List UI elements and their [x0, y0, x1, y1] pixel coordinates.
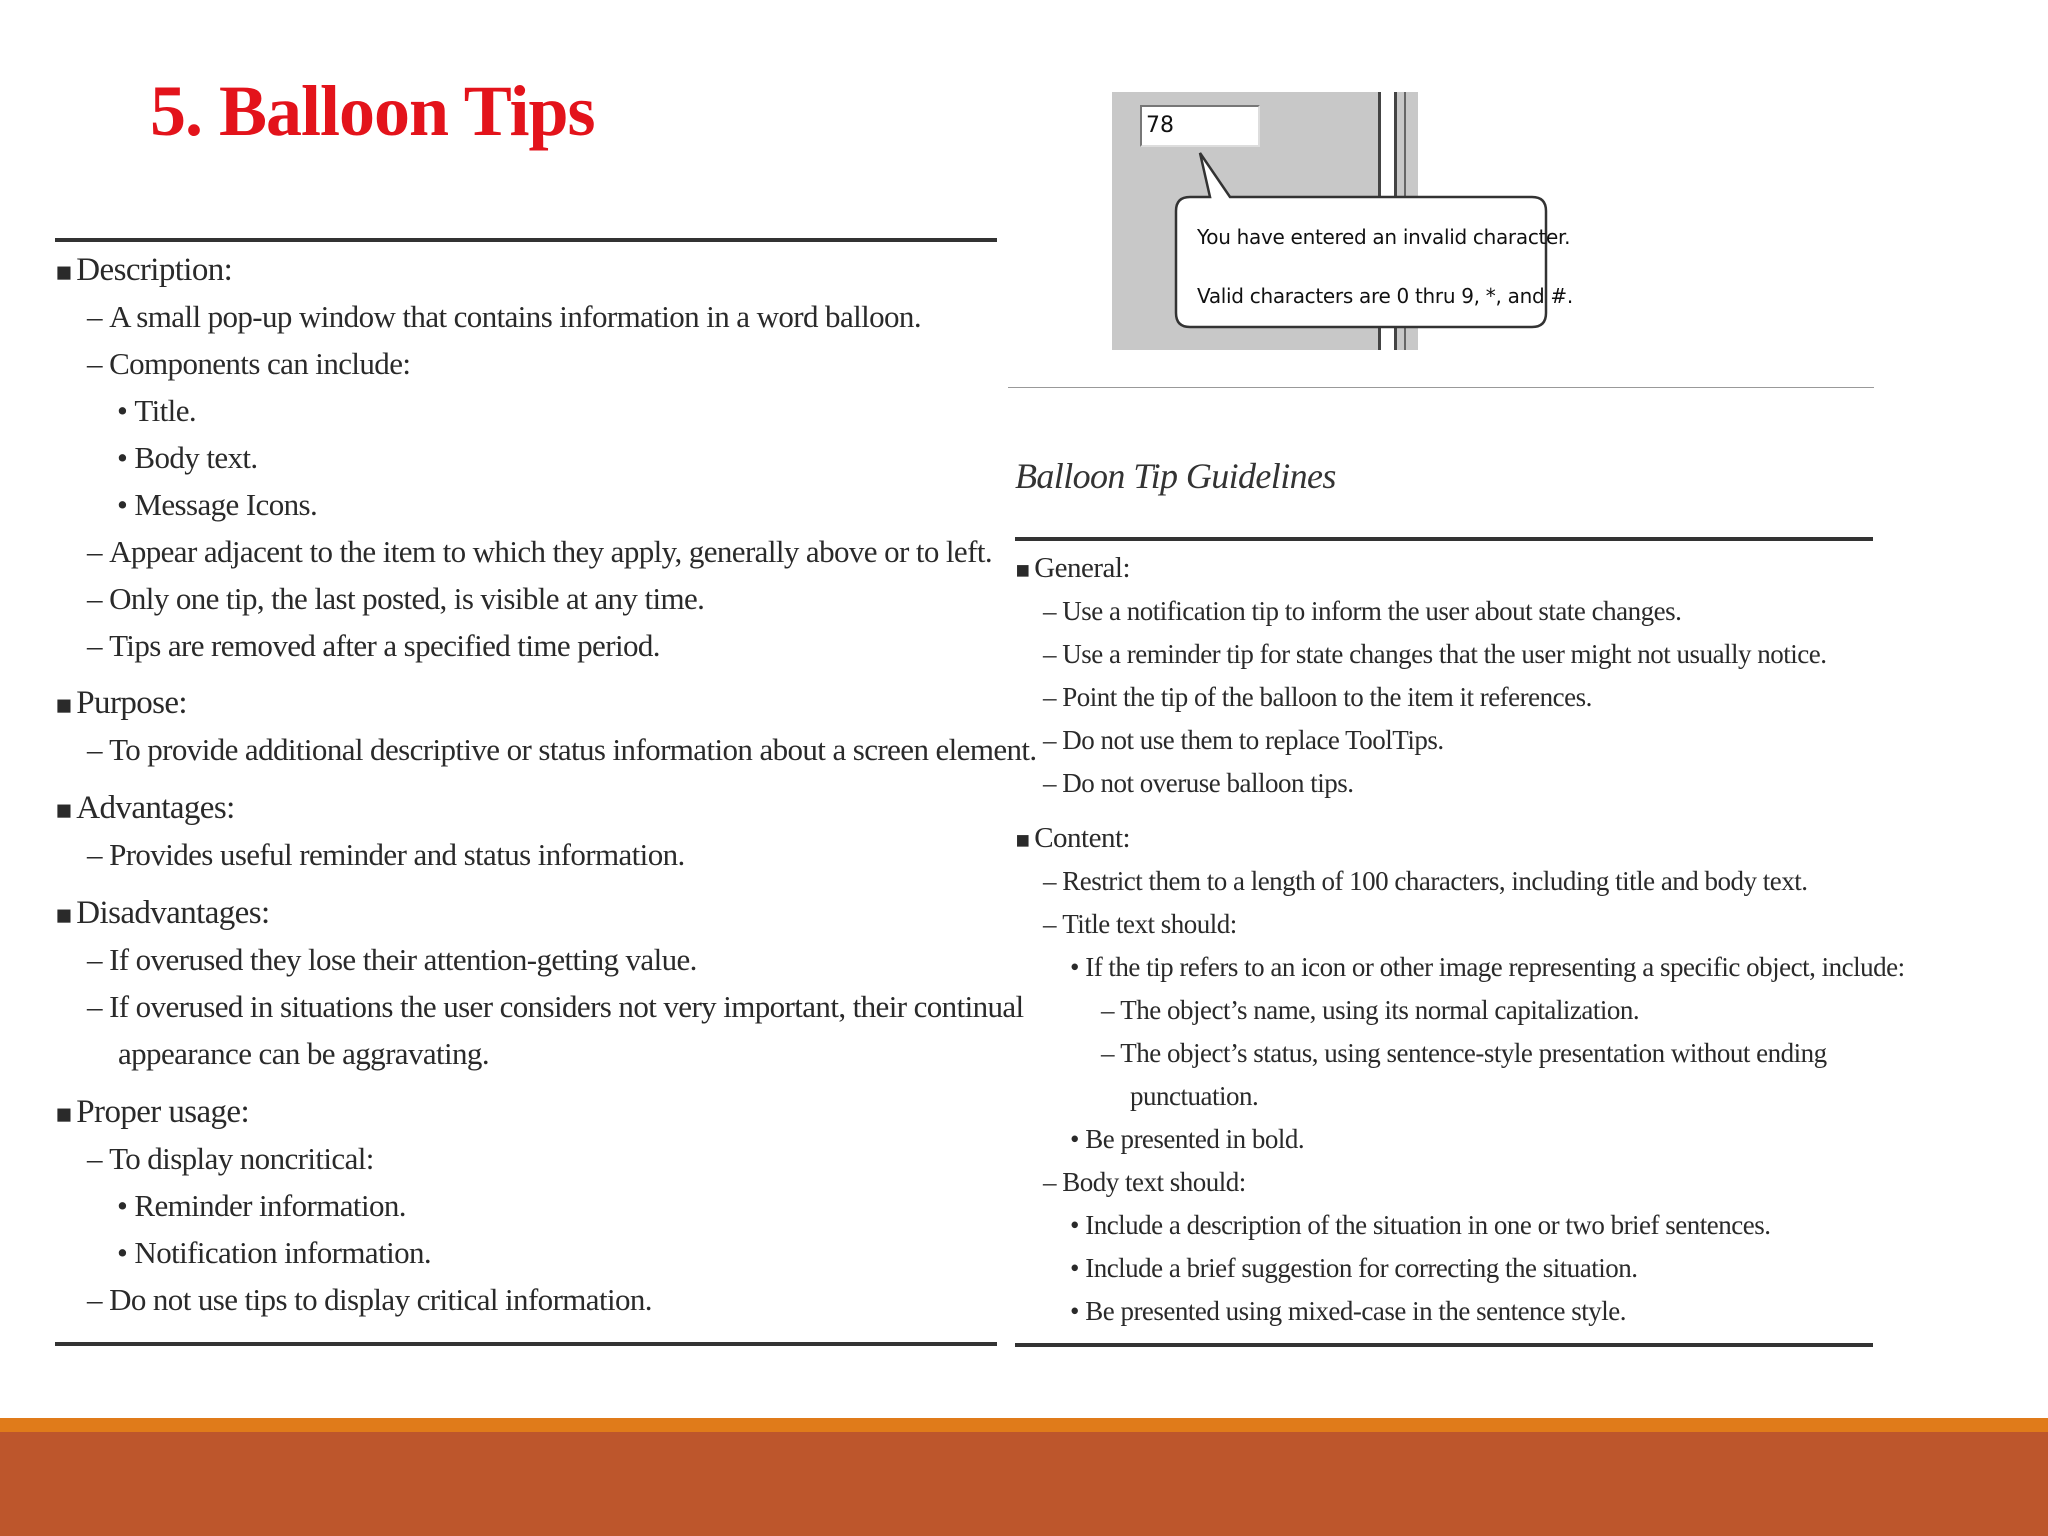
list-item: – Appear adjacent to the item to which they apply, generally above or to left.: [87, 534, 992, 570]
left-bottom-rule: [55, 1342, 997, 1346]
list-item: • Include a brief suggestion for correcting the situation.: [1070, 1253, 1638, 1284]
right-column-list: [1015, 552, 2025, 1342]
right-bottom-rule: [1015, 1343, 1873, 1347]
list-item: – Do not use tips to display critical information.: [87, 1282, 652, 1318]
balloon-tip-line-1: You have entered an invalid character.: [1197, 225, 1571, 249]
list-item: – Tips are removed after a specified time period.: [87, 628, 660, 664]
list-item: appearance can be aggravating.: [118, 1036, 489, 1071]
numeric-input-field: 78: [1140, 105, 1260, 147]
list-item: • Notification information.: [117, 1235, 431, 1271]
list-item: – Do not overuse balloon tips.: [1043, 768, 1353, 799]
list-item: – If overused they lose their attention-getting value.: [87, 942, 697, 978]
balloon-tip-line-2: Valid characters are 0 thru 9, *, and #.: [1197, 284, 1573, 308]
list-item: – Use a notification tip to inform the user about state changes.: [1043, 596, 1681, 627]
list-item: ▪ Purpose:: [55, 685, 187, 722]
list-item: – Body text should:: [1043, 1167, 1246, 1198]
list-item: – Provides useful reminder and status information.: [87, 837, 685, 873]
list-item: • Body text.: [117, 440, 258, 476]
footer-stripe: [0, 1418, 2048, 1432]
guidelines-heading: Balloon Tip Guidelines: [1015, 456, 1336, 496]
list-item: ▪ Proper usage:: [55, 1094, 249, 1131]
list-item: – Title text should:: [1043, 909, 1237, 940]
list-item: – Components can include:: [87, 346, 410, 382]
list-item: – If overused in situations the user considers not very important, their continual: [87, 989, 1024, 1025]
list-item: • Title.: [117, 393, 196, 429]
list-item: • Message Icons.: [117, 487, 317, 523]
right-heading-rule: [1015, 537, 1873, 541]
list-item: punctuation.: [1130, 1081, 1259, 1111]
list-item: – Point the tip of the balloon to the item it references.: [1043, 682, 1592, 713]
list-item: – Only one tip, the last posted, is visible at any time.: [87, 581, 704, 617]
list-item: • Reminder information.: [117, 1188, 406, 1224]
list-item: ▪ Advantages:: [55, 790, 235, 827]
list-item: – To display noncritical:: [87, 1141, 374, 1177]
list-item: – Restrict them to a length of 100 characters, including title and body text.: [1043, 866, 1808, 897]
left-column-list: [55, 252, 1037, 1342]
list-item: ▪ Content:: [1015, 822, 1130, 855]
left-top-rule: [55, 238, 997, 242]
right-top-divider: [1008, 387, 1874, 388]
list-item: – To provide additional descriptive or status information about a screen element.: [87, 732, 1037, 768]
list-item: ▪ Disadvantages:: [55, 895, 270, 932]
list-item: • If the tip refers to an icon or other image representing a specific object, include:: [1070, 952, 1905, 983]
list-item: – Use a reminder tip for state changes that the user might not usually notice.: [1043, 639, 1827, 670]
list-item: – The object’s name, using its normal capitalization.: [1101, 995, 1639, 1026]
list-item: • Include a description of the situation in one or two brief sentences.: [1070, 1210, 1771, 1241]
list-item: ▪ Description:: [55, 252, 232, 289]
list-item: – The object’s status, using sentence-style presentation without ending: [1101, 1038, 1827, 1069]
list-item: • Be presented using mixed-case in the sentence style.: [1070, 1296, 1626, 1327]
list-item: • Be presented in bold.: [1070, 1124, 1304, 1155]
list-item: ▪ General:: [1015, 552, 1130, 585]
footer-band: [0, 1432, 2048, 1536]
slide-title: 5. Balloon Tips: [150, 71, 595, 151]
list-item: – A small pop-up window that contains information in a word balloon.: [87, 299, 921, 335]
list-item: – Do not use them to replace ToolTips.: [1043, 725, 1444, 756]
